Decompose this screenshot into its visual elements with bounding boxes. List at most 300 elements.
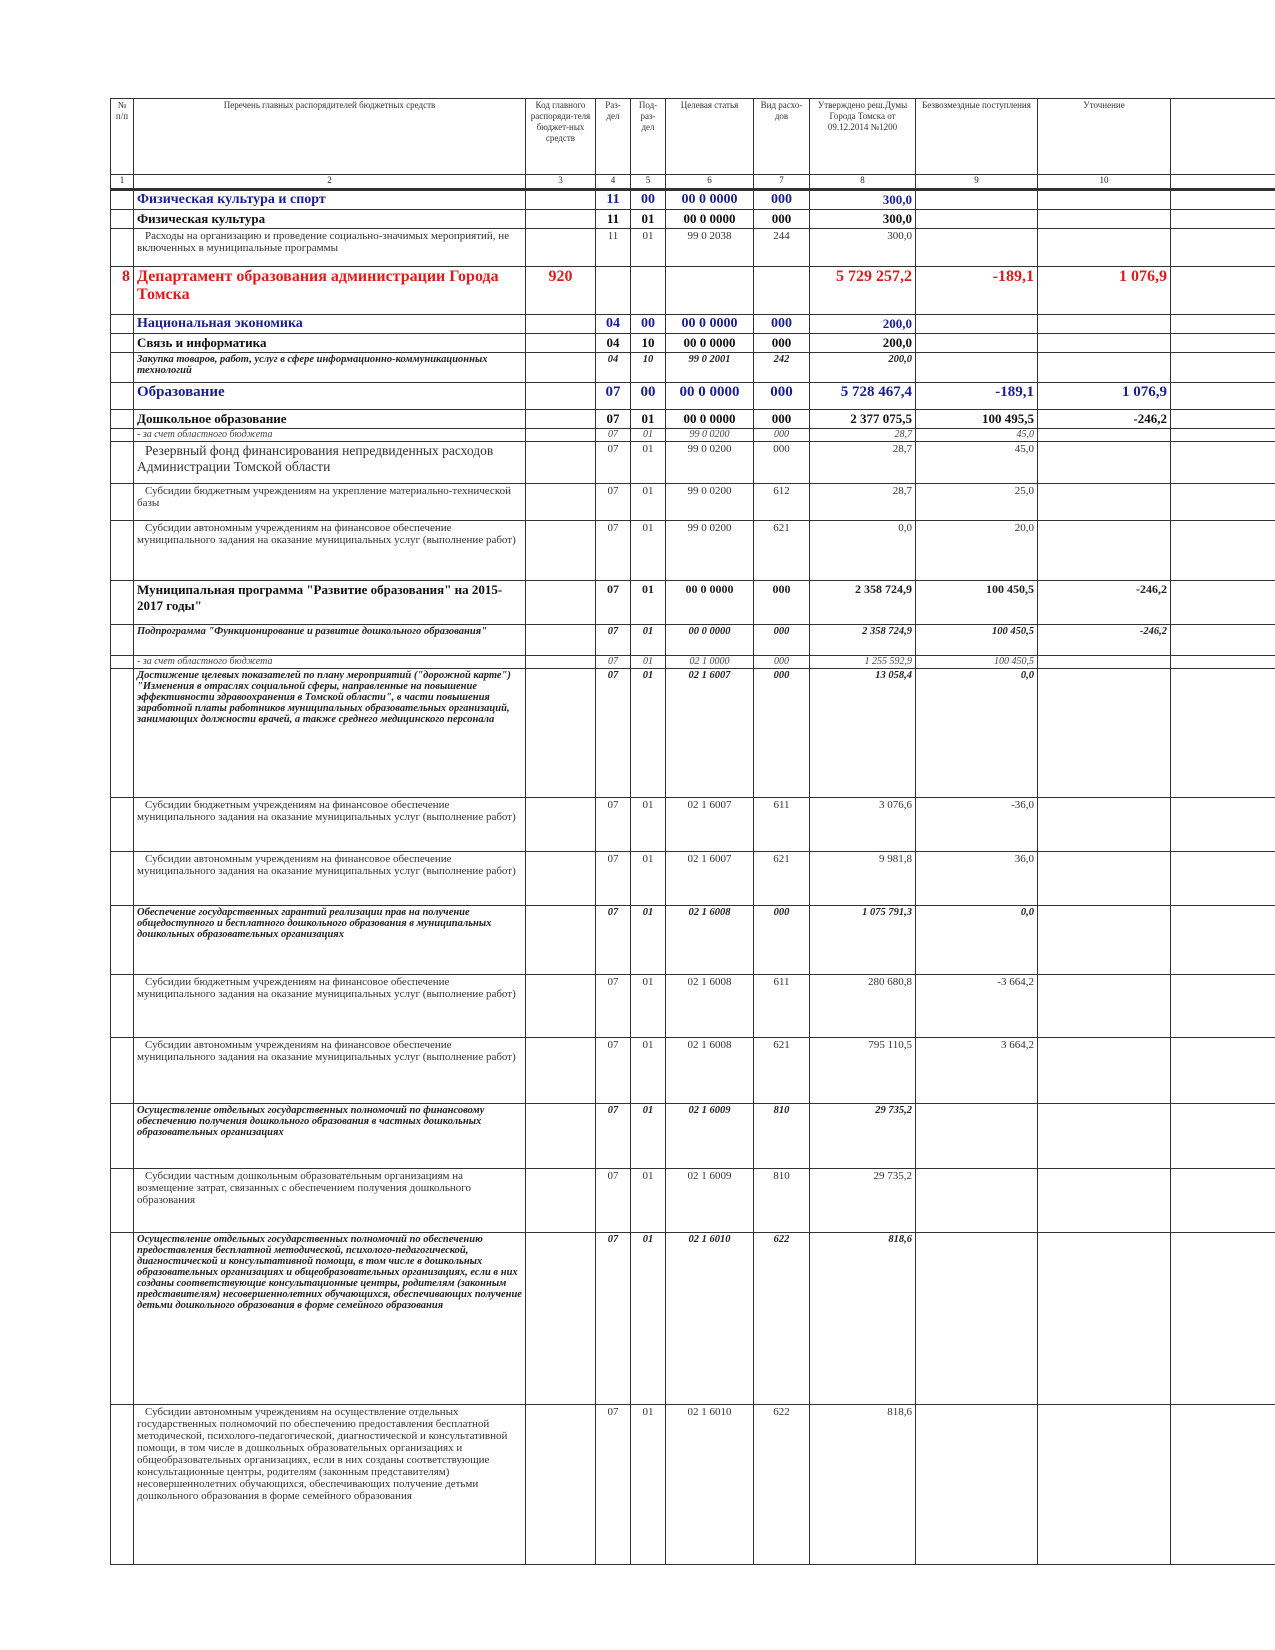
row-expense-type: 621	[754, 852, 810, 906]
row-number	[111, 1169, 134, 1233]
row-approved: 5 728 467,4	[810, 383, 916, 410]
row-approved: 300,0	[810, 229, 916, 267]
row-expense-type: 244	[754, 229, 810, 267]
row-expense-type: 000	[754, 906, 810, 975]
row-subsection: 01	[631, 669, 666, 798]
row-expense-type: 611	[754, 975, 810, 1038]
row-name: Осуществление отдельных государственных полномочий по обеспечению предоставления бесплатной методической, психолого-педагогической, диагностической и консультативной помощи, в том числе в дошкольных образовательных организациях и общеобразовательных организациях, если в них созданы соответствующие консультационные центры, родителям (законным представителям) несовершеннолетних обучающихся, обеспечивающих получение детьми дошкольного образования в форме семейного образования	[134, 1233, 526, 1405]
row-target: 02 1 6008	[666, 1038, 754, 1104]
row-subsection: 00	[631, 315, 666, 334]
row-code	[526, 581, 596, 625]
row-clarification	[1038, 334, 1171, 353]
row-code: 920	[526, 267, 596, 315]
row-name: Субсидии автономным учреждениям на осуществление отдельных государственных полномочий по обеспечению предоставления бесплатной методической, психолого-педагогической, диагностической и консультативной помощи, в том числе в дошкольных образовательных организациях и общеобразовательных организациях, если в них созданы соответствующие консультационные центры, родителям (законным представителям) несовершеннолетних обучающихся, обеспечивающих получение детьми дошкольного образования в форме семейного образования	[134, 1405, 526, 1565]
row-code	[526, 484, 596, 521]
row-expense-type: 000	[754, 210, 810, 229]
row-clarification: -246,2	[1038, 581, 1171, 625]
budget-table	[110, 98, 1275, 1565]
row-name: Достижение целевых показателей по плану мероприятий ("дорожной карте") "Изменения в отраслях социальной сферы, направленные на повышение эффективности здравоохранения в Томской области", в части повышения заработной платы работников муниципальных образовательных организаций, занимающих должности врачей, а также среднего медицинского персонала	[134, 669, 526, 798]
row-number	[111, 669, 134, 798]
row-approved: 28,7	[810, 429, 916, 442]
row-section: 07	[596, 669, 631, 798]
row-clarification	[1038, 1038, 1171, 1104]
row-section: 07	[596, 1233, 631, 1405]
row-name: Резервный фонд финансирования непредвиденных расходов Администрации Томской области	[134, 442, 526, 484]
row-clarification	[1038, 521, 1171, 581]
row-approved: 200,0	[810, 334, 916, 353]
row-gratuitous: 36,0	[916, 852, 1038, 906]
row-code	[526, 210, 596, 229]
row-gratuitous	[916, 1233, 1038, 1405]
row-subsection: 01	[631, 852, 666, 906]
row-number	[111, 315, 134, 334]
row-expense-type: 622	[754, 1405, 810, 1565]
row-approved: 2 377 075,5	[810, 410, 916, 429]
row-gratuitous: 45,0	[916, 442, 1038, 484]
row-name: Субсидии автономным учреждениям на финансовое обеспечение муниципального задания на оказание муниципальных услуг (выполнение работ)	[134, 521, 526, 581]
row-approved: 5 729 257,2	[810, 267, 916, 315]
row-section: 11	[596, 229, 631, 267]
row-subsection: 01	[631, 1233, 666, 1405]
row-approved: 300,0	[810, 210, 916, 229]
row-number	[111, 975, 134, 1038]
header-col-recipients: Перечень главных распорядителей бюджетных средств	[134, 99, 526, 175]
row-code	[526, 1169, 596, 1233]
table-row	[111, 190, 1275, 210]
row-code	[526, 442, 596, 484]
row-name: Субсидии бюджетным учреждениям на укрепление материально-технической базы	[134, 484, 526, 521]
row-approved: 0,0	[810, 521, 916, 581]
row-name: Департамент образования администрации Города Томска	[134, 267, 526, 315]
row-number	[111, 798, 134, 852]
header-col-code: Код главного распоряди-теля бюджет-ных средств	[526, 99, 596, 175]
row-approved: 28,7	[810, 442, 916, 484]
row-subsection: 10	[631, 334, 666, 353]
table-row	[111, 1169, 1275, 1233]
row-section: 04	[596, 334, 631, 353]
row-section: 11	[596, 210, 631, 229]
column-number: 9	[916, 175, 1038, 190]
header-col-gratuitous: Безвозмездные поступления	[916, 99, 1038, 175]
header-col-approved: Утверждено реш.Думы Города Томска от 09.12.2014 №1200	[810, 99, 916, 175]
row-clarification	[1038, 442, 1171, 484]
row-number	[111, 625, 134, 656]
header-row	[111, 99, 1275, 175]
row-number	[111, 429, 134, 442]
row-name: Муниципальная программа "Развитие образования" на 2015-2017 годы"	[134, 581, 526, 625]
row-section	[596, 267, 631, 315]
row-expense-type: 611	[754, 798, 810, 852]
row-name: - за счет областного бюджета	[134, 656, 526, 669]
row-clarification	[1038, 190, 1171, 210]
row-name: Субсидии автономным учреждениям на финансовое обеспечение муниципального задания на оказание муниципальных услуг (выполнение работ)	[134, 852, 526, 906]
row-expense-type: 621	[754, 521, 810, 581]
row-target	[666, 267, 754, 315]
row-expense-type: 000	[754, 190, 810, 210]
row-gratuitous: 100 495,5	[916, 410, 1038, 429]
column-number: 1	[111, 175, 134, 190]
row-clarification	[1038, 484, 1171, 521]
row-target: 00 0 0000	[666, 210, 754, 229]
row-name: Образование	[134, 383, 526, 410]
row-target: 00 0 0000	[666, 581, 754, 625]
row-subsection: 01	[631, 1405, 666, 1565]
row-clarification	[1038, 353, 1171, 383]
table-row	[111, 267, 1275, 315]
row-clarification	[1038, 229, 1171, 267]
row-number	[111, 229, 134, 267]
column-number: 4	[596, 175, 631, 190]
row-approved: 9 981,8	[810, 852, 916, 906]
row-number	[111, 210, 134, 229]
row-clarification	[1038, 656, 1171, 669]
table-row	[111, 669, 1275, 798]
header-col-section: Раз-дел	[596, 99, 631, 175]
row-section: 07	[596, 798, 631, 852]
row-subsection: 01	[631, 442, 666, 484]
row-number	[111, 190, 134, 210]
row-approved: 2 358 724,9	[810, 581, 916, 625]
row-section: 07	[596, 1038, 631, 1104]
row-code	[526, 410, 596, 429]
header-col-extra	[1171, 99, 1275, 175]
row-section: 07	[596, 429, 631, 442]
row-gratuitous: 100 450,5	[916, 625, 1038, 656]
row-target: 02 1 6008	[666, 975, 754, 1038]
row-gratuitous	[916, 353, 1038, 383]
table-row	[111, 1104, 1275, 1169]
row-approved: 28,7	[810, 484, 916, 521]
row-number: 8	[111, 267, 134, 315]
row-code	[526, 852, 596, 906]
row-section: 07	[596, 656, 631, 669]
row-target: 99 0 2001	[666, 353, 754, 383]
row-name: Субсидии бюджетным учреждениям на финансовое обеспечение муниципального задания на оказание муниципальных услуг (выполнение работ)	[134, 975, 526, 1038]
row-approved: 818,6	[810, 1405, 916, 1565]
row-target: 00 0 0000	[666, 383, 754, 410]
row-code	[526, 1233, 596, 1405]
row-gratuitous	[916, 315, 1038, 334]
column-number: 6	[666, 175, 754, 190]
row-number	[111, 656, 134, 669]
row-number	[111, 521, 134, 581]
row-number	[111, 442, 134, 484]
row-number	[111, 484, 134, 521]
row-subsection: 01	[631, 229, 666, 267]
column-number: 10	[1038, 175, 1171, 190]
row-subsection: 01	[631, 1104, 666, 1169]
table-row	[111, 334, 1275, 353]
row-subsection: 01	[631, 975, 666, 1038]
row-number	[111, 1233, 134, 1405]
row-expense-type: 000	[754, 315, 810, 334]
row-subsection: 00	[631, 383, 666, 410]
row-subsection: 01	[631, 625, 666, 656]
table-row	[111, 581, 1275, 625]
row-name: Субсидии частным дошкольным образовательным организациям на возмещение затрат, связанных с обеспечением получения дошкольного образования	[134, 1169, 526, 1233]
row-number	[111, 1104, 134, 1169]
row-gratuitous: 0,0	[916, 669, 1038, 798]
row-clarification	[1038, 315, 1171, 334]
table-row	[111, 210, 1275, 229]
row-approved: 29 735,2	[810, 1169, 916, 1233]
row-number	[111, 1405, 134, 1565]
row-code	[526, 625, 596, 656]
row-clarification	[1038, 1169, 1171, 1233]
row-target: 02 1 6009	[666, 1104, 754, 1169]
row-name: Физическая культура	[134, 210, 526, 229]
row-target: 02 1 6010	[666, 1405, 754, 1565]
row-name: Дошкольное образование	[134, 410, 526, 429]
row-section: 07	[596, 1405, 631, 1565]
row-expense-type: 000	[754, 581, 810, 625]
row-target: 02 1 6010	[666, 1233, 754, 1405]
row-name: Субсидии бюджетным учреждениям на финансовое обеспечение муниципального задания на оказание муниципальных услуг (выполнение работ)	[134, 798, 526, 852]
row-clarification	[1038, 429, 1171, 442]
row-target: 99 0 0200	[666, 429, 754, 442]
row-target: 00 0 0000	[666, 190, 754, 210]
row-clarification	[1038, 906, 1171, 975]
row-name: Физическая культура и спорт	[134, 190, 526, 210]
row-code	[526, 334, 596, 353]
row-approved: 280 680,8	[810, 975, 916, 1038]
row-subsection: 00	[631, 190, 666, 210]
row-subsection: 01	[631, 1169, 666, 1233]
row-clarification	[1038, 1104, 1171, 1169]
row-approved: 818,6	[810, 1233, 916, 1405]
row-target: 02 1 6009	[666, 1169, 754, 1233]
row-code	[526, 315, 596, 334]
row-gratuitous: 45,0	[916, 429, 1038, 442]
row-name: Подпрограмма "Функционирование и развитие дошкольного образования"	[134, 625, 526, 656]
row-section: 07	[596, 975, 631, 1038]
row-target: 00 0 0000	[666, 625, 754, 656]
row-clarification: -246,2	[1038, 625, 1171, 656]
row-gratuitous	[916, 229, 1038, 267]
row-number	[111, 1038, 134, 1104]
row-number	[111, 906, 134, 975]
row-gratuitous: 3 664,2	[916, 1038, 1038, 1104]
table-row	[111, 442, 1275, 484]
column-number: 3	[526, 175, 596, 190]
column-number: 7	[754, 175, 810, 190]
row-section: 07	[596, 1169, 631, 1233]
row-approved: 29 735,2	[810, 1104, 916, 1169]
row-section: 07	[596, 1104, 631, 1169]
table-row	[111, 484, 1275, 521]
table-row	[111, 625, 1275, 656]
row-expense-type: 000	[754, 669, 810, 798]
row-approved: 13 058,4	[810, 669, 916, 798]
row-gratuitous: 0,0	[916, 906, 1038, 975]
row-code	[526, 429, 596, 442]
table-row	[111, 906, 1275, 975]
row-gratuitous: -36,0	[916, 798, 1038, 852]
row-subsection: 01	[631, 581, 666, 625]
table-row	[111, 852, 1275, 906]
row-target: 00 0 0000	[666, 410, 754, 429]
row-name: Обеспечение государственных гарантий реализации прав на получение общедоступного и бесплатного дошкольного образования в муниципальных дошкольных образовательных организациях	[134, 906, 526, 975]
column-number: 2	[134, 175, 526, 190]
row-subsection: 01	[631, 656, 666, 669]
header-col-clarification: Уточнение	[1038, 99, 1171, 175]
row-code	[526, 229, 596, 267]
row-section: 07	[596, 383, 631, 410]
row-target: 99 0 2038	[666, 229, 754, 267]
row-number	[111, 383, 134, 410]
table-row	[111, 410, 1275, 429]
row-expense-type: 000	[754, 429, 810, 442]
row-expense-type: 000	[754, 625, 810, 656]
row-section: 04	[596, 315, 631, 334]
row-name: Субсидии автономным учреждениям на финансовое обеспечение муниципального задания на оказание муниципальных услуг (выполнение работ)	[134, 1038, 526, 1104]
row-target: 00 0 0000	[666, 315, 754, 334]
row-gratuitous	[916, 1169, 1038, 1233]
row-target: 02 1 6007	[666, 852, 754, 906]
row-clarification	[1038, 975, 1171, 1038]
table-row	[111, 975, 1275, 1038]
row-name: - за счет областного бюджета	[134, 429, 526, 442]
row-target: 99 0 0200	[666, 484, 754, 521]
row-name: Закупка товаров, работ, услуг в сфере информационно-коммуникационных технологий	[134, 353, 526, 383]
row-clarification	[1038, 852, 1171, 906]
row-subsection: 01	[631, 906, 666, 975]
row-expense-type	[754, 267, 810, 315]
row-clarification	[1038, 1233, 1171, 1405]
row-code	[526, 190, 596, 210]
row-gratuitous: -189,1	[916, 267, 1038, 315]
row-approved: 1 075 791,3	[810, 906, 916, 975]
column-number: 8	[810, 175, 916, 190]
row-target: 02 1 6007	[666, 798, 754, 852]
row-gratuitous: 25,0	[916, 484, 1038, 521]
row-code	[526, 656, 596, 669]
row-subsection: 01	[631, 484, 666, 521]
table-row	[111, 656, 1275, 669]
row-clarification	[1038, 210, 1171, 229]
row-code	[526, 353, 596, 383]
row-section: 07	[596, 484, 631, 521]
row-code	[526, 906, 596, 975]
row-name: Расходы на организацию и проведение социально-значимых мероприятий, не включенных в муниципальные программы	[134, 229, 526, 267]
row-gratuitous	[916, 1405, 1038, 1565]
row-expense-type: 000	[754, 410, 810, 429]
row-number	[111, 334, 134, 353]
row-expense-type: 810	[754, 1104, 810, 1169]
row-expense-type: 622	[754, 1233, 810, 1405]
row-target: 99 0 0200	[666, 442, 754, 484]
row-subsection: 01	[631, 210, 666, 229]
header-col-expense-type: Вид расхо-дов	[754, 99, 810, 175]
row-approved: 200,0	[810, 353, 916, 383]
row-number	[111, 353, 134, 383]
row-target: 02 1 6008	[666, 906, 754, 975]
row-section: 07	[596, 410, 631, 429]
row-expense-type: 612	[754, 484, 810, 521]
table-row	[111, 1038, 1275, 1104]
row-expense-type: 000	[754, 656, 810, 669]
row-expense-type: 000	[754, 442, 810, 484]
row-target: 99 0 0200	[666, 521, 754, 581]
table-body	[111, 190, 1275, 1565]
table-row	[111, 383, 1275, 410]
row-code	[526, 975, 596, 1038]
row-approved: 3 076,6	[810, 798, 916, 852]
header-col-target: Целевая статья	[666, 99, 754, 175]
row-subsection: 01	[631, 521, 666, 581]
row-code	[526, 1038, 596, 1104]
row-approved: 795 110,5	[810, 1038, 916, 1104]
row-expense-type: 242	[754, 353, 810, 383]
row-gratuitous: -189,1	[916, 383, 1038, 410]
row-number	[111, 410, 134, 429]
row-clarification	[1038, 798, 1171, 852]
row-section: 07	[596, 521, 631, 581]
row-gratuitous	[916, 190, 1038, 210]
row-approved: 1 255 592,9	[810, 656, 916, 669]
row-expense-type: 000	[754, 383, 810, 410]
row-section: 11	[596, 190, 631, 210]
row-code	[526, 1104, 596, 1169]
row-subsection: 01	[631, 410, 666, 429]
row-gratuitous: 100 450,5	[916, 581, 1038, 625]
row-number	[111, 581, 134, 625]
table-row	[111, 798, 1275, 852]
row-gratuitous	[916, 210, 1038, 229]
row-code	[526, 1405, 596, 1565]
table-row	[111, 315, 1275, 334]
row-section: 07	[596, 581, 631, 625]
row-clarification	[1038, 1405, 1171, 1565]
row-gratuitous	[916, 334, 1038, 353]
row-clarification: -246,2	[1038, 410, 1171, 429]
row-approved: 200,0	[810, 315, 916, 334]
row-approved: 300,0	[810, 190, 916, 210]
row-section: 07	[596, 625, 631, 656]
row-expense-type: 810	[754, 1169, 810, 1233]
row-expense-type: 621	[754, 1038, 810, 1104]
header-col-subsection: Под-раз-дел	[631, 99, 666, 175]
row-name: Осуществление отдельных государственных полномочий по финансовому обеспечению получения дошкольного образования в частных дошкольных образовательных организациях	[134, 1104, 526, 1169]
row-section: 07	[596, 906, 631, 975]
row-name: Национальная экономика	[134, 315, 526, 334]
table-row	[111, 429, 1275, 442]
column-number: 5	[631, 175, 666, 190]
row-number	[111, 852, 134, 906]
row-subsection: 01	[631, 1038, 666, 1104]
row-code	[526, 798, 596, 852]
row-code	[526, 669, 596, 798]
column-number-row	[111, 175, 1275, 190]
row-code	[526, 383, 596, 410]
row-expense-type: 000	[754, 334, 810, 353]
row-gratuitous: 100 450,5	[916, 656, 1038, 669]
row-gratuitous	[916, 1104, 1038, 1169]
row-target: 02 1 0000	[666, 656, 754, 669]
table-row	[111, 353, 1275, 383]
table-row	[111, 1405, 1275, 1565]
table-row	[111, 521, 1275, 581]
row-target: 02 1 6007	[666, 669, 754, 798]
row-gratuitous: -3 664,2	[916, 975, 1038, 1038]
row-approved: 2 358 724,9	[810, 625, 916, 656]
row-name: Связь и информатика	[134, 334, 526, 353]
row-clarification: 1 076,9	[1038, 267, 1171, 315]
row-section: 04	[596, 353, 631, 383]
row-clarification: 1 076,9	[1038, 383, 1171, 410]
header-col-number: № п/п	[111, 99, 134, 175]
row-target: 00 0 0000	[666, 334, 754, 353]
